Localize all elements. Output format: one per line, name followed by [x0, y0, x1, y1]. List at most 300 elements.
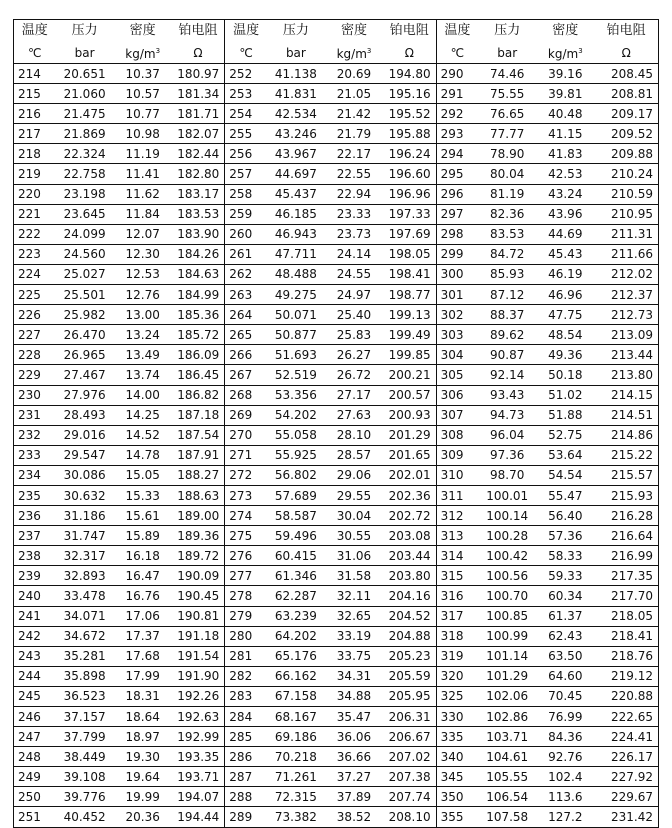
cell-pressure: 70.218 [267, 747, 325, 767]
cell-resistance: 213.80 [594, 365, 658, 385]
cell-pressure: 84.72 [478, 244, 536, 264]
table-row [14, 646, 659, 666]
cell-pressure: 66.162 [267, 666, 325, 686]
cell-temp: 221 [14, 204, 56, 224]
header-unit-resistance: Ω [172, 42, 225, 64]
cell-resistance: 218.41 [594, 626, 658, 646]
cell-pressure: 104.61 [478, 747, 536, 767]
cell-resistance: 196.96 [383, 184, 436, 204]
cell-resistance: 214.51 [594, 405, 658, 425]
cell-temp: 242 [14, 626, 56, 646]
cell-resistance: 198.41 [383, 264, 436, 284]
cell-temp: 237 [14, 526, 56, 546]
cell-pressure: 67.158 [267, 686, 325, 706]
cell-resistance: 216.99 [594, 546, 658, 566]
cell-density: 17.37 [114, 626, 172, 646]
cell-density: 26.72 [325, 365, 383, 385]
cell-pressure: 94.73 [478, 405, 536, 425]
cell-resistance: 210.59 [594, 184, 658, 204]
cell-pressure: 47.711 [267, 244, 325, 264]
cell-pressure: 23.645 [56, 204, 114, 224]
cell-resistance: 188.63 [172, 485, 225, 505]
cell-density: 76.99 [536, 707, 594, 727]
cell-temp: 248 [14, 747, 56, 767]
cell-temp: 249 [14, 767, 56, 787]
cell-density: 18.97 [114, 727, 172, 747]
cell-temp: 345 [436, 767, 478, 787]
cell-temp: 302 [436, 305, 478, 325]
cell-resistance: 212.37 [594, 285, 658, 305]
cell-resistance: 181.34 [172, 84, 225, 104]
cell-pressure: 26.470 [56, 325, 114, 345]
cell-density: 63.50 [536, 646, 594, 666]
cell-resistance: 206.67 [383, 727, 436, 747]
cell-temp: 296 [436, 184, 478, 204]
cell-temp: 229 [14, 365, 56, 385]
header-temp: 温度 [436, 20, 478, 43]
cell-resistance: 208.81 [594, 84, 658, 104]
cell-density: 29.55 [325, 485, 383, 505]
cell-pressure: 103.71 [478, 727, 536, 747]
cell-pressure: 51.693 [267, 345, 325, 365]
cell-resistance: 183.53 [172, 204, 225, 224]
cell-density: 34.31 [325, 666, 383, 686]
cell-pressure: 21.060 [56, 84, 114, 104]
cell-density: 20.69 [325, 64, 383, 84]
cell-resistance: 200.93 [383, 405, 436, 425]
cell-temp: 309 [436, 445, 478, 465]
cell-density: 16.76 [114, 586, 172, 606]
cell-temp: 241 [14, 606, 56, 626]
cell-resistance: 207.02 [383, 747, 436, 767]
cell-pressure: 100.70 [478, 586, 536, 606]
cell-resistance: 222.65 [594, 707, 658, 727]
cell-density: 41.15 [536, 124, 594, 144]
cell-density: 14.52 [114, 425, 172, 445]
cell-temp: 312 [436, 506, 478, 526]
cell-resistance: 205.23 [383, 646, 436, 666]
cell-temp: 301 [436, 285, 478, 305]
header-unit-pressure: bar [478, 42, 536, 64]
cell-pressure: 21.869 [56, 124, 114, 144]
cell-pressure: 24.099 [56, 224, 114, 244]
cell-temp: 294 [436, 144, 478, 164]
table-row [14, 526, 659, 546]
cell-density: 46.19 [536, 264, 594, 284]
cell-resistance: 203.44 [383, 546, 436, 566]
cell-resistance: 182.07 [172, 124, 225, 144]
cell-density: 27.17 [325, 385, 383, 405]
cell-pressure: 46.943 [267, 224, 325, 244]
cell-density: 11.19 [114, 144, 172, 164]
cell-resistance: 231.42 [594, 807, 658, 827]
table-row [14, 365, 659, 385]
table-row [14, 506, 659, 526]
cell-resistance: 227.92 [594, 767, 658, 787]
cell-resistance: 183.90 [172, 224, 225, 244]
header-density: 密度 [536, 20, 594, 43]
cell-temp: 311 [436, 485, 478, 505]
cell-density: 18.64 [114, 707, 172, 727]
cell-density: 113.6 [536, 787, 594, 807]
cell-resistance: 196.60 [383, 164, 436, 184]
cell-resistance: 187.54 [172, 425, 225, 445]
cell-pressure: 88.37 [478, 305, 536, 325]
cell-pressure: 25.027 [56, 264, 114, 284]
cell-density: 45.43 [536, 244, 594, 264]
cell-temp: 298 [436, 224, 478, 244]
cell-density: 21.05 [325, 84, 383, 104]
cell-pressure: 83.53 [478, 224, 536, 244]
cell-pressure: 26.965 [56, 345, 114, 365]
cell-density: 18.31 [114, 686, 172, 706]
cell-pressure: 61.346 [267, 566, 325, 586]
cell-pressure: 34.672 [56, 626, 114, 646]
cell-pressure: 37.157 [56, 707, 114, 727]
cell-resistance: 193.35 [172, 747, 225, 767]
cell-density: 84.36 [536, 727, 594, 747]
cell-density: 15.05 [114, 465, 172, 485]
cell-pressure: 100.01 [478, 485, 536, 505]
cell-density: 31.06 [325, 546, 383, 566]
cell-temp: 220 [14, 184, 56, 204]
density-unit-base: kg/m [336, 47, 367, 61]
cell-pressure: 62.287 [267, 586, 325, 606]
cell-resistance: 190.45 [172, 586, 225, 606]
cell-pressure: 71.261 [267, 767, 325, 787]
cell-resistance: 185.36 [172, 305, 225, 325]
cell-temp: 355 [436, 807, 478, 827]
cell-pressure: 49.275 [267, 285, 325, 305]
cell-pressure: 107.58 [478, 807, 536, 827]
cell-resistance: 184.63 [172, 264, 225, 284]
cell-pressure: 92.14 [478, 365, 536, 385]
cell-pressure: 34.071 [56, 606, 114, 626]
cell-temp: 280 [225, 626, 267, 646]
table-row [14, 747, 659, 767]
cell-pressure: 50.877 [267, 325, 325, 345]
cell-resistance: 215.93 [594, 485, 658, 505]
cell-pressure: 93.43 [478, 385, 536, 405]
cell-resistance: 185.72 [172, 325, 225, 345]
cell-pressure: 60.415 [267, 546, 325, 566]
cell-density: 34.88 [325, 686, 383, 706]
cell-temp: 289 [225, 807, 267, 827]
cell-density: 30.55 [325, 526, 383, 546]
cell-density: 22.17 [325, 144, 383, 164]
cell-resistance: 219.12 [594, 666, 658, 686]
cell-temp: 320 [436, 666, 478, 686]
cell-density: 49.36 [536, 345, 594, 365]
table-row [14, 707, 659, 727]
cell-pressure: 48.488 [267, 264, 325, 284]
cell-pressure: 52.519 [267, 365, 325, 385]
cell-temp: 226 [14, 305, 56, 325]
cell-pressure: 82.36 [478, 204, 536, 224]
cell-resistance: 181.71 [172, 104, 225, 124]
cell-density: 15.61 [114, 506, 172, 526]
cell-pressure: 57.689 [267, 485, 325, 505]
cell-resistance: 214.15 [594, 385, 658, 405]
table-row [14, 787, 659, 807]
cell-temp: 269 [225, 405, 267, 425]
cell-pressure: 24.560 [56, 244, 114, 264]
cell-temp: 240 [14, 586, 56, 606]
cell-resistance: 211.31 [594, 224, 658, 244]
cell-temp: 276 [225, 546, 267, 566]
cell-density: 41.83 [536, 144, 594, 164]
cell-temp: 287 [225, 767, 267, 787]
cell-resistance: 197.33 [383, 204, 436, 224]
cell-pressure: 25.501 [56, 285, 114, 305]
cell-density: 25.83 [325, 325, 383, 345]
density-unit-exponent: 3 [578, 47, 583, 55]
cell-resistance: 199.85 [383, 345, 436, 365]
cell-pressure: 80.04 [478, 164, 536, 184]
cell-density: 35.47 [325, 707, 383, 727]
cell-temp: 306 [436, 385, 478, 405]
cell-pressure: 85.93 [478, 264, 536, 284]
cell-density: 36.06 [325, 727, 383, 747]
cell-temp: 265 [225, 325, 267, 345]
cell-resistance: 214.86 [594, 425, 658, 445]
cell-density: 40.48 [536, 104, 594, 124]
cell-resistance: 204.88 [383, 626, 436, 646]
cell-density: 48.54 [536, 325, 594, 345]
cell-resistance: 182.44 [172, 144, 225, 164]
cell-density: 92.76 [536, 747, 594, 767]
header-unit-density [325, 42, 383, 64]
cell-temp: 252 [225, 64, 267, 84]
cell-resistance: 192.63 [172, 707, 225, 727]
cell-temp: 317 [436, 606, 478, 626]
cell-density: 14.25 [114, 405, 172, 425]
cell-pressure: 102.06 [478, 686, 536, 706]
cell-pressure: 54.202 [267, 405, 325, 425]
cell-density: 13.74 [114, 365, 172, 385]
cell-density: 19.64 [114, 767, 172, 787]
cell-temp: 340 [436, 747, 478, 767]
cell-resistance: 203.08 [383, 526, 436, 546]
header-resistance: 铂电阻 [172, 20, 225, 43]
cell-resistance: 191.18 [172, 626, 225, 646]
cell-temp: 310 [436, 465, 478, 485]
cell-density: 57.36 [536, 526, 594, 546]
cell-density: 17.99 [114, 666, 172, 686]
table-row [14, 144, 659, 164]
cell-temp: 228 [14, 345, 56, 365]
cell-pressure: 69.186 [267, 727, 325, 747]
cell-pressure: 78.90 [478, 144, 536, 164]
cell-resistance: 204.52 [383, 606, 436, 626]
cell-resistance: 187.91 [172, 445, 225, 465]
cell-temp: 250 [14, 787, 56, 807]
table-row [14, 686, 659, 706]
cell-temp: 236 [14, 506, 56, 526]
table-row [14, 485, 659, 505]
cell-density: 15.33 [114, 485, 172, 505]
cell-temp: 268 [225, 385, 267, 405]
cell-temp: 222 [14, 224, 56, 244]
cell-temp: 300 [436, 264, 478, 284]
table-row [14, 566, 659, 586]
cell-pressure: 22.324 [56, 144, 114, 164]
cell-density: 24.55 [325, 264, 383, 284]
header-unit-temp: ℃ [225, 42, 267, 64]
cell-temp: 330 [436, 707, 478, 727]
header-density: 密度 [325, 20, 383, 43]
cell-density: 43.24 [536, 184, 594, 204]
cell-resistance: 201.65 [383, 445, 436, 465]
table-row [14, 104, 659, 124]
cell-pressure: 44.697 [267, 164, 325, 184]
cell-pressure: 98.70 [478, 465, 536, 485]
cell-density: 50.18 [536, 365, 594, 385]
cell-pressure: 101.14 [478, 646, 536, 666]
cell-temp: 272 [225, 465, 267, 485]
cell-temp: 238 [14, 546, 56, 566]
cell-pressure: 36.523 [56, 686, 114, 706]
cell-temp: 271 [225, 445, 267, 465]
cell-pressure: 89.62 [478, 325, 536, 345]
cell-density: 33.75 [325, 646, 383, 666]
cell-resistance: 198.77 [383, 285, 436, 305]
cell-density: 13.49 [114, 345, 172, 365]
cell-density: 24.14 [325, 244, 383, 264]
cell-temp: 244 [14, 666, 56, 686]
cell-temp: 215 [14, 84, 56, 104]
table-row [14, 445, 659, 465]
cell-density: 28.10 [325, 425, 383, 445]
cell-temp: 239 [14, 566, 56, 586]
cell-resistance: 196.24 [383, 144, 436, 164]
cell-temp: 305 [436, 365, 478, 385]
table-row [14, 345, 659, 365]
cell-pressure: 30.086 [56, 465, 114, 485]
cell-pressure: 73.382 [267, 807, 325, 827]
cell-resistance: 194.80 [383, 64, 436, 84]
table-row [14, 224, 659, 244]
cell-resistance: 220.88 [594, 686, 658, 706]
cell-resistance: 213.09 [594, 325, 658, 345]
cell-density: 36.66 [325, 747, 383, 767]
cell-resistance: 189.00 [172, 506, 225, 526]
cell-pressure: 97.36 [478, 445, 536, 465]
cell-resistance: 184.26 [172, 244, 225, 264]
cell-resistance: 211.66 [594, 244, 658, 264]
cell-density: 23.33 [325, 204, 383, 224]
density-unit-base: kg/m [125, 47, 156, 61]
cell-temp: 318 [436, 626, 478, 646]
cell-temp: 262 [225, 264, 267, 284]
cell-density: 20.36 [114, 807, 172, 827]
cell-density: 12.30 [114, 244, 172, 264]
cell-density: 30.04 [325, 506, 383, 526]
cell-temp: 258 [225, 184, 267, 204]
table-row [14, 164, 659, 184]
cell-resistance: 213.44 [594, 345, 658, 365]
cell-resistance: 209.88 [594, 144, 658, 164]
header-temp: 温度 [14, 20, 56, 43]
cell-pressure: 21.475 [56, 104, 114, 124]
cell-pressure: 46.185 [267, 204, 325, 224]
cell-density: 19.30 [114, 747, 172, 767]
cell-temp: 307 [436, 405, 478, 425]
cell-resistance: 215.22 [594, 445, 658, 465]
cell-resistance: 197.69 [383, 224, 436, 244]
cell-resistance: 194.07 [172, 787, 225, 807]
cell-resistance: 217.70 [594, 586, 658, 606]
cell-density: 13.24 [114, 325, 172, 345]
cell-temp: 232 [14, 425, 56, 445]
cell-resistance: 199.13 [383, 305, 436, 325]
cell-pressure: 42.534 [267, 104, 325, 124]
cell-density: 25.40 [325, 305, 383, 325]
cell-density: 33.19 [325, 626, 383, 646]
cell-resistance: 192.26 [172, 686, 225, 706]
cell-density: 28.57 [325, 445, 383, 465]
table-row [14, 767, 659, 787]
cell-resistance: 191.90 [172, 666, 225, 686]
table-body [14, 64, 659, 828]
cell-resistance: 224.41 [594, 727, 658, 747]
cell-temp: 227 [14, 325, 56, 345]
cell-pressure: 100.56 [478, 566, 536, 586]
cell-temp: 217 [14, 124, 56, 144]
cell-density: 11.62 [114, 184, 172, 204]
cell-resistance: 229.67 [594, 787, 658, 807]
cell-resistance: 183.17 [172, 184, 225, 204]
cell-density: 15.89 [114, 526, 172, 546]
cell-pressure: 41.138 [267, 64, 325, 84]
cell-temp: 246 [14, 707, 56, 727]
cell-pressure: 56.802 [267, 465, 325, 485]
cell-pressure: 58.587 [267, 506, 325, 526]
cell-pressure: 29.016 [56, 425, 114, 445]
cell-temp: 234 [14, 465, 56, 485]
cell-pressure: 100.85 [478, 606, 536, 626]
header-unit-density [536, 42, 594, 64]
cell-temp: 214 [14, 64, 56, 84]
cell-temp: 230 [14, 385, 56, 405]
cell-pressure: 20.651 [56, 64, 114, 84]
cell-pressure: 100.14 [478, 506, 536, 526]
cell-temp: 278 [225, 586, 267, 606]
cell-temp: 281 [225, 646, 267, 666]
cell-resistance: 184.99 [172, 285, 225, 305]
cell-resistance: 202.01 [383, 465, 436, 485]
cell-pressure: 32.893 [56, 566, 114, 586]
cell-pressure: 39.108 [56, 767, 114, 787]
cell-temp: 282 [225, 666, 267, 686]
header-unit-resistance: Ω [594, 42, 658, 64]
cell-density: 47.75 [536, 305, 594, 325]
cell-resistance: 203.80 [383, 566, 436, 586]
cell-pressure: 81.19 [478, 184, 536, 204]
table-row [14, 305, 659, 325]
cell-density: 11.41 [114, 164, 172, 184]
cell-temp: 299 [436, 244, 478, 264]
cell-resistance: 194.44 [172, 807, 225, 827]
cell-temp: 255 [225, 124, 267, 144]
cell-resistance: 205.95 [383, 686, 436, 706]
cell-density: 64.60 [536, 666, 594, 686]
cell-temp: 233 [14, 445, 56, 465]
cell-pressure: 40.452 [56, 807, 114, 827]
cell-density: 59.33 [536, 566, 594, 586]
cell-resistance: 188.27 [172, 465, 225, 485]
cell-density: 54.54 [536, 465, 594, 485]
